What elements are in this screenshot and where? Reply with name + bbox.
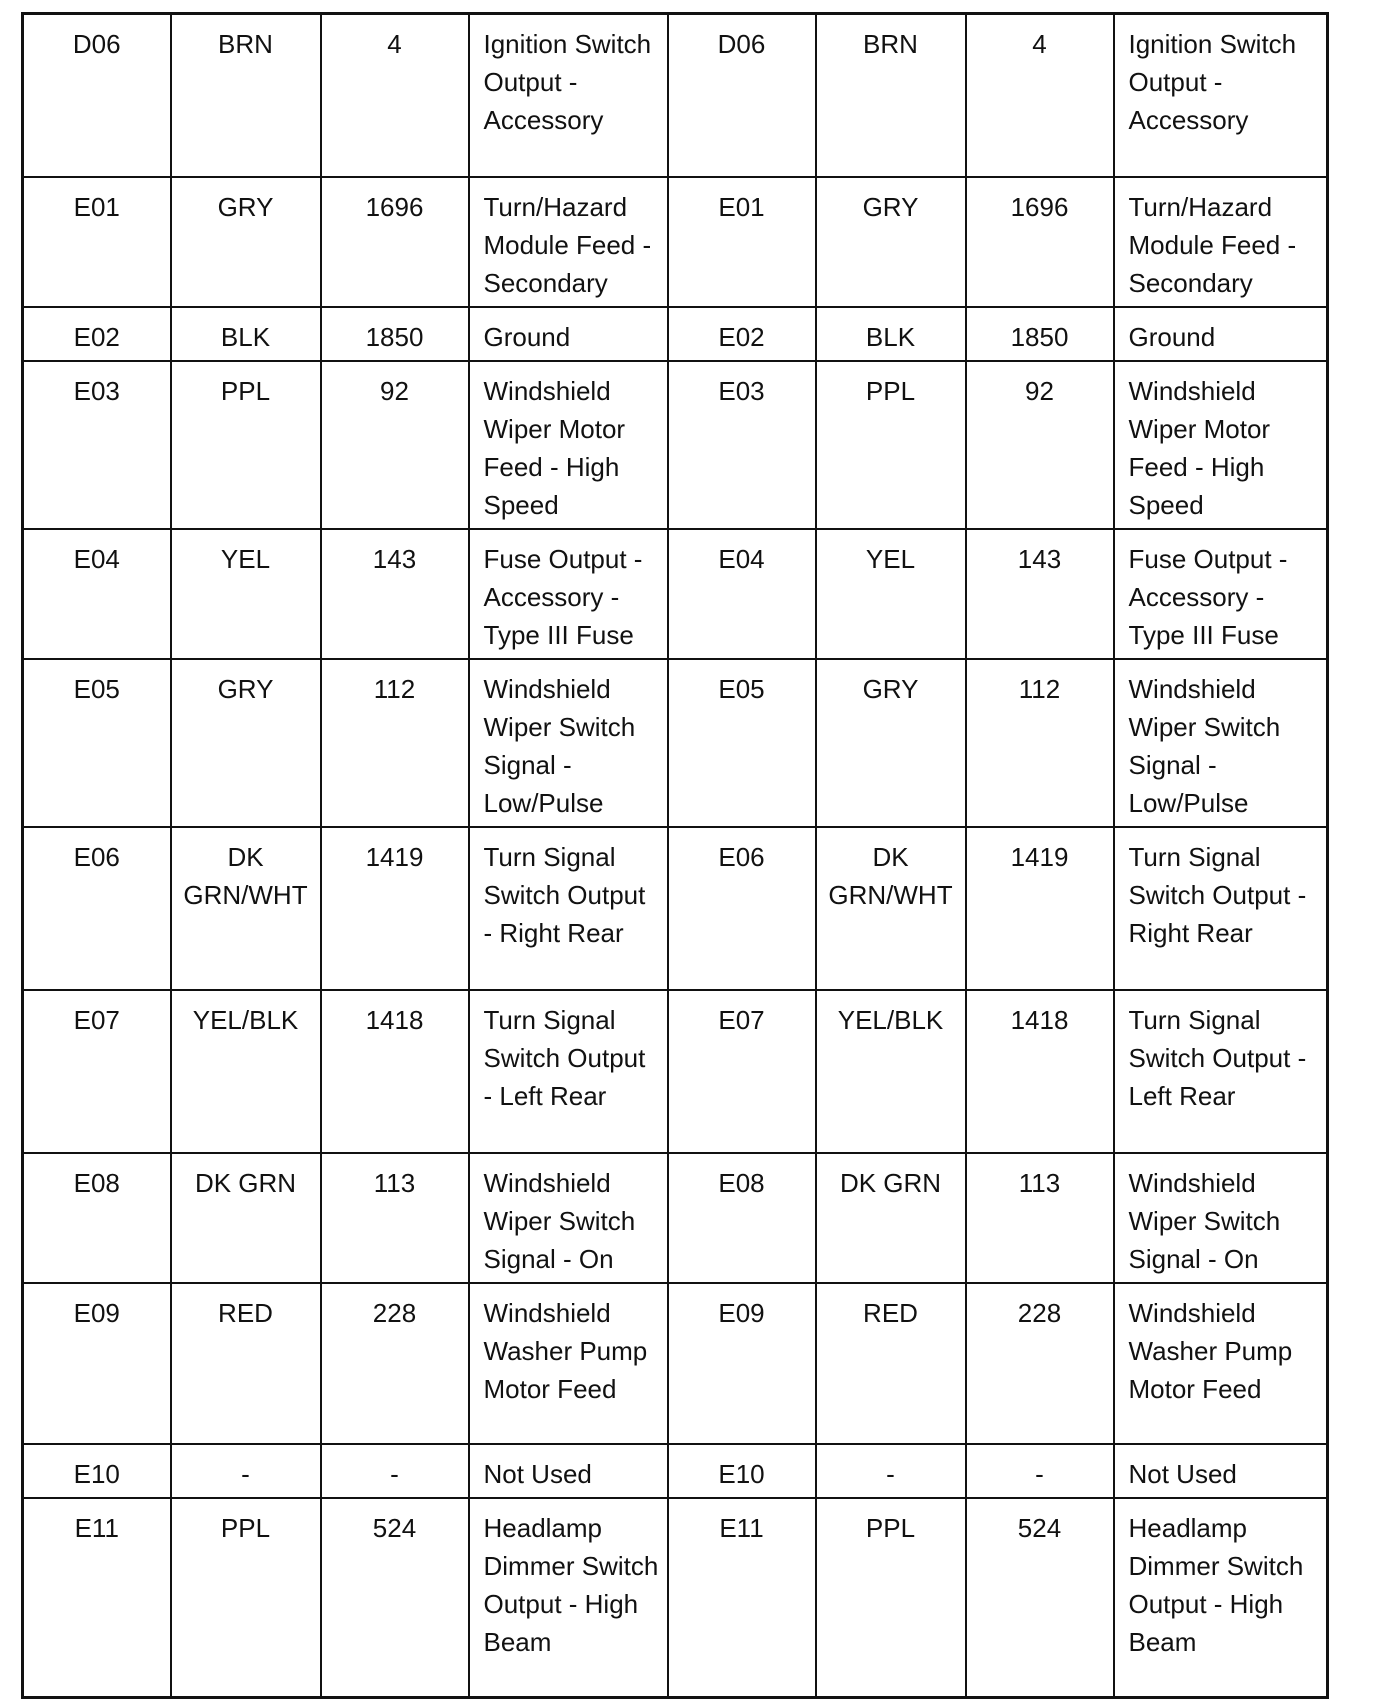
wire-color-cell: DK GRN	[816, 1153, 966, 1283]
pin-cell: E03	[23, 361, 171, 529]
table-row	[23, 14, 1328, 177]
pin-cell: E06	[668, 827, 816, 990]
wire-color-cell: DK GRN/WHT	[171, 827, 321, 990]
function-cell: Windshield Wiper Switch Signal - On	[469, 1153, 668, 1283]
circuit-cell: 112	[321, 659, 469, 827]
pin-cell: E11	[668, 1498, 816, 1698]
table-row	[23, 659, 1328, 827]
circuit-cell: 113	[321, 1153, 469, 1283]
circuit-cell: 92	[966, 361, 1114, 529]
circuit-cell: 228	[966, 1283, 1114, 1444]
pin-cell: E11	[23, 1498, 171, 1698]
wire-color-cell: GRY	[816, 177, 966, 307]
wire-color-cell: YEL/BLK	[171, 990, 321, 1153]
wire-color-cell: YEL	[171, 529, 321, 659]
table-row	[23, 177, 1328, 307]
function-cell: Turn/Hazard Module Feed - Secondary	[1114, 177, 1328, 307]
function-cell: Turn Signal Switch Output - Left Rear	[1114, 990, 1328, 1153]
table-row	[23, 529, 1328, 659]
circuit-cell: 524	[321, 1498, 469, 1698]
circuit-cell: 1419	[321, 827, 469, 990]
table-row	[23, 1444, 1328, 1498]
function-cell: Windshield Washer Pump Motor Feed	[1114, 1283, 1328, 1444]
pin-cell: E02	[23, 307, 171, 361]
pin-cell: E08	[23, 1153, 171, 1283]
circuit-cell: 143	[966, 529, 1114, 659]
wire-color-cell: DK GRN	[171, 1153, 321, 1283]
pin-cell: E06	[23, 827, 171, 990]
function-cell: Turn Signal Switch Output - Left Rear	[469, 990, 668, 1153]
function-cell: Windshield Wiper Motor Feed - High Speed	[469, 361, 668, 529]
table-row	[23, 827, 1328, 990]
table-row	[23, 307, 1328, 361]
pin-cell: E01	[668, 177, 816, 307]
table-row	[23, 990, 1328, 1153]
pin-cell: E05	[668, 659, 816, 827]
circuit-cell: 4	[321, 14, 469, 177]
wire-color-cell: PPL	[816, 361, 966, 529]
function-cell: Windshield Wiper Switch Signal - Low/Pulse	[1114, 659, 1328, 827]
function-cell: Not Used	[469, 1444, 668, 1498]
function-cell: Headlamp Dimmer Switch Output - High Beam	[1114, 1498, 1328, 1698]
function-cell: Turn Signal Switch Output - Right Rear	[469, 827, 668, 990]
circuit-cell: 1696	[321, 177, 469, 307]
circuit-cell: 143	[321, 529, 469, 659]
pin-cell: E03	[668, 361, 816, 529]
circuit-cell: -	[966, 1444, 1114, 1498]
function-cell: Windshield Washer Pump Motor Feed	[469, 1283, 668, 1444]
circuit-cell: 524	[966, 1498, 1114, 1698]
pin-cell: E01	[23, 177, 171, 307]
pin-cell: E09	[668, 1283, 816, 1444]
circuit-cell: 228	[321, 1283, 469, 1444]
circuit-cell: 1696	[966, 177, 1114, 307]
function-cell: Ground	[1114, 307, 1328, 361]
function-cell: Ground	[469, 307, 668, 361]
function-cell: Headlamp Dimmer Switch Output - High Beam	[469, 1498, 668, 1698]
wire-color-cell: DK GRN/WHT	[816, 827, 966, 990]
pin-cell: E07	[668, 990, 816, 1153]
wire-color-cell: BRN	[816, 14, 966, 177]
wire-color-cell: PPL	[171, 1498, 321, 1698]
circuit-cell: 112	[966, 659, 1114, 827]
table-row	[23, 1498, 1328, 1698]
circuit-cell: 1850	[321, 307, 469, 361]
pin-cell: D06	[23, 14, 171, 177]
circuit-cell: -	[321, 1444, 469, 1498]
wire-color-cell: RED	[171, 1283, 321, 1444]
wire-color-cell: BLK	[171, 307, 321, 361]
function-cell: Windshield Wiper Motor Feed - High Speed	[1114, 361, 1328, 529]
circuit-cell: 1850	[966, 307, 1114, 361]
pin-cell: E05	[23, 659, 171, 827]
wire-color-cell: -	[816, 1444, 966, 1498]
wire-color-cell: YEL	[816, 529, 966, 659]
function-cell: Turn/Hazard Module Feed - Secondary	[469, 177, 668, 307]
function-cell: Turn Signal Switch Output - Right Rear	[1114, 827, 1328, 990]
circuit-cell: 1418	[321, 990, 469, 1153]
function-cell: Windshield Wiper Switch Signal - On	[1114, 1153, 1328, 1283]
pin-cell: E04	[23, 529, 171, 659]
pin-cell: E10	[668, 1444, 816, 1498]
function-cell: Fuse Output - Accessory - Type III Fuse	[1114, 529, 1328, 659]
pin-cell: E09	[23, 1283, 171, 1444]
wire-color-cell: PPL	[171, 361, 321, 529]
wire-color-cell: PPL	[816, 1498, 966, 1698]
wire-color-cell: -	[171, 1444, 321, 1498]
wire-color-cell: GRY	[816, 659, 966, 827]
table-row	[23, 1153, 1328, 1283]
function-cell: Ignition Switch Output - Accessory	[469, 14, 668, 177]
circuit-cell: 1418	[966, 990, 1114, 1153]
pin-cell: D06	[668, 14, 816, 177]
circuit-cell: 4	[966, 14, 1114, 177]
wire-color-cell: GRY	[171, 659, 321, 827]
pin-cell: E02	[668, 307, 816, 361]
wire-color-cell: RED	[816, 1283, 966, 1444]
wire-color-cell: BRN	[171, 14, 321, 177]
pin-cell: E07	[23, 990, 171, 1153]
table-row	[23, 361, 1328, 529]
pin-cell: E04	[668, 529, 816, 659]
function-cell: Ignition Switch Output - Accessory	[1114, 14, 1328, 177]
table-row	[23, 1283, 1328, 1444]
connector-pinout-table	[21, 12, 1329, 1699]
circuit-cell: 113	[966, 1153, 1114, 1283]
function-cell: Fuse Output - Accessory - Type III Fuse	[469, 529, 668, 659]
wire-color-cell: GRY	[171, 177, 321, 307]
circuit-cell: 92	[321, 361, 469, 529]
wire-color-cell: YEL/BLK	[816, 990, 966, 1153]
function-cell: Windshield Wiper Switch Signal - Low/Pulse	[469, 659, 668, 827]
pin-cell: E10	[23, 1444, 171, 1498]
pin-cell: E08	[668, 1153, 816, 1283]
function-cell: Not Used	[1114, 1444, 1328, 1498]
circuit-cell: 1419	[966, 827, 1114, 990]
wire-color-cell: BLK	[816, 307, 966, 361]
